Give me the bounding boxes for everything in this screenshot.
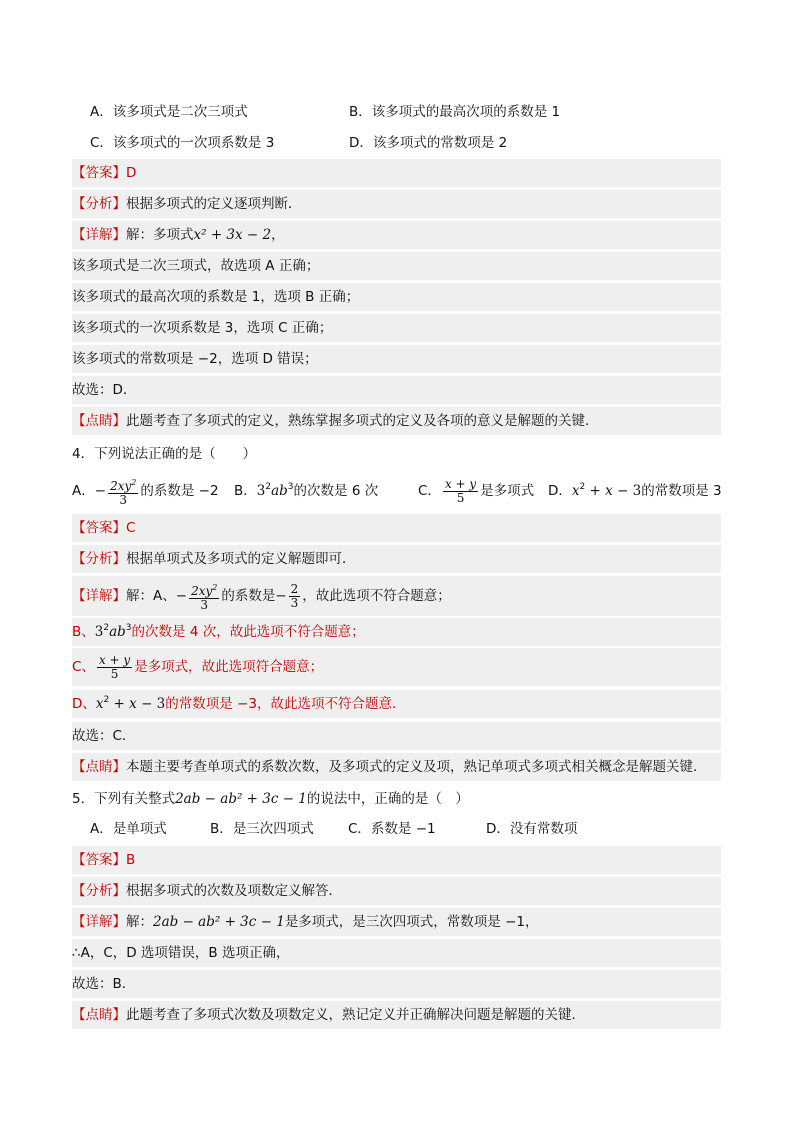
q3-detail-line-3 xyxy=(72,314,721,342)
conclusion-text: 故选：C． xyxy=(72,728,136,744)
q4-conclusion xyxy=(72,722,721,750)
detail-text: 该多项式的一次项系数是 3，选项 C 正确； xyxy=(72,320,333,336)
q3-conclusion xyxy=(72,376,721,404)
q4-comment xyxy=(72,753,721,781)
q4-options-row xyxy=(72,472,772,510)
q5-comment xyxy=(72,1001,721,1029)
q4-analysis xyxy=(72,545,721,573)
detail-text: 该多项式的最高次项的系数是 1，选项 B 正确； xyxy=(72,289,360,305)
detail-text: ∴A，C，D 选项错误，B 选项正确， xyxy=(72,945,290,961)
q3-option-a: A．该多项式是二次三项式 xyxy=(90,104,248,120)
q4-option-a: A．− $\frac{2xy^2}{3}$ 的系数是 −2 xyxy=(72,477,219,507)
q3-detail xyxy=(72,221,721,249)
fraction-2xy2-over-3: $\frac{2xy^2}{3}$ xyxy=(191,582,218,612)
conclusion-text: 故选：D． xyxy=(72,382,137,398)
analysis-text: 根据多项式的定义逐项判断． xyxy=(126,196,302,212)
comment-text: 本题主要考查单项式的系数次数，及多项式的定义及项，熟记单项式多项式相关概念是解题关键． xyxy=(126,759,707,775)
q5-analysis xyxy=(72,877,721,905)
q4-option-b: B．$3^2ab^3$的次数是 6 次 xyxy=(234,482,379,499)
q4-detail-c: C、 $\frac{x + y}{5}$ 是多项式，故此选项符合题意； xyxy=(72,648,721,686)
q4-detail-d: D、$x^2 + x - 3$的常数项是 −3，故此选项不符合题意． xyxy=(72,690,721,718)
q5-detail: 【详解】解：2ab − ab² + 3c − 1是多项式，是三次四项式，常数项是 −1， xyxy=(72,908,721,936)
analysis-text: 根据多项式的次数及项数定义解答． xyxy=(126,883,342,899)
answer-tag: 【答案】 xyxy=(72,165,126,181)
q3-comment xyxy=(72,407,721,435)
q5-answer xyxy=(72,846,721,874)
q5-expression: 2ab − ab² + 3c − 1 xyxy=(175,791,307,807)
detail-text: 该多项式是二次三项式，故选项 A 正确； xyxy=(72,258,320,274)
q4-answer xyxy=(72,514,721,542)
q4-option-d: D．$x^2 + x - 3$的常数项是 3 xyxy=(548,482,722,499)
q5-option-d: D．没有常数项 xyxy=(486,821,578,837)
detail-prefix: 解：多项式 xyxy=(126,227,194,243)
q3-analysis xyxy=(72,190,721,218)
detail-suffix: ， xyxy=(271,227,285,243)
detail-text: 该多项式的常数项是 −2，选项 D 错误； xyxy=(72,351,318,367)
q3-option-d: D．该多项式的常数项是 2 xyxy=(349,135,508,151)
q3-option-c: C．该多项式的一次项系数是 3 xyxy=(90,135,275,151)
q4-detail-b: B、$3^2ab^3$的次数是 4 次，故此选项不符合题意； xyxy=(72,618,721,646)
detail-expression: x² + 3x − 2 xyxy=(193,227,272,243)
q3-detail-line-2 xyxy=(72,283,721,311)
comment-tag: 【点睛】 xyxy=(72,413,126,429)
q3-answer xyxy=(72,159,721,187)
detail-tag: 【详解】 xyxy=(72,914,126,930)
answer-value: D xyxy=(126,165,137,181)
answer-tag: 【答案】 xyxy=(72,520,126,536)
q5-option-b: B．是三次四项式 xyxy=(210,821,314,837)
analysis-tag: 【分析】 xyxy=(72,196,126,212)
q5-conclusion xyxy=(72,970,721,998)
q3-options-row-2 xyxy=(72,129,772,157)
answer-value: B xyxy=(126,852,136,868)
comment-tag: 【点睛】 xyxy=(72,1007,126,1023)
detail-expression: 2ab − ab² + 3c − 1 xyxy=(153,914,285,930)
q3-detail-line-4 xyxy=(72,345,721,373)
q5-options-row xyxy=(72,815,772,843)
q3-options-row-1 xyxy=(72,98,772,126)
detail-tag: 【详解】 xyxy=(72,588,126,604)
comment-text: 此题考查了多项式的定义，熟练掌握多项式的定义及各项的意义是解题的关键． xyxy=(126,413,599,429)
answer-tag: 【答案】 xyxy=(72,852,126,868)
fraction-x-plus-y-over-5: $\frac{x + y}{5}$ xyxy=(98,652,131,681)
q5-stem: 5．下列有关整式2ab − ab² + 3c − 1的说法中，正确的是（ ） xyxy=(72,791,469,807)
q3-option-b: B．该多项式的最高次项的系数是 1 xyxy=(349,104,561,120)
detail-tag: 【详解】 xyxy=(72,227,126,243)
fraction-2-over-3: $\frac{2}{3}$ xyxy=(290,581,299,610)
comment-tag: 【点睛】 xyxy=(72,759,126,775)
q5-detail-line-2 xyxy=(72,939,721,967)
analysis-tag: 【分析】 xyxy=(72,883,126,899)
q4-detail-a: 【详解】解：A、− $\frac{2xy^2}{3}$ 的系数是− $\frac{2}{3}$ ，故此选项不符合题意； xyxy=(72,576,721,616)
answer-value: C xyxy=(126,520,136,536)
q5-option-c: C．系数是 −1 xyxy=(348,821,436,837)
analysis-text: 根据单项式及多项式的定义解题即可． xyxy=(126,551,356,567)
q4-stem xyxy=(72,440,256,468)
q4-option-c: C． $\frac{x + y}{5}$ 是多项式 xyxy=(418,476,535,505)
question-stem: 4．下列说法正确的是（ ） xyxy=(72,446,257,462)
q5-option-a: A．是单项式 xyxy=(90,821,167,837)
analysis-tag: 【分析】 xyxy=(72,551,126,567)
fraction-x-plus-y-over-5: $\frac{x + y}{5}$ xyxy=(444,476,477,505)
q3-detail-line-1 xyxy=(72,252,721,280)
comment-text: 此题考查了多项式次数及项数定义，熟记定义并正确解决问题是解题的关键． xyxy=(126,1007,585,1023)
fraction-2xy2-over-3: $\frac{2xy^2}{3}$ xyxy=(110,477,137,507)
conclusion-text: 故选：B． xyxy=(72,976,136,992)
